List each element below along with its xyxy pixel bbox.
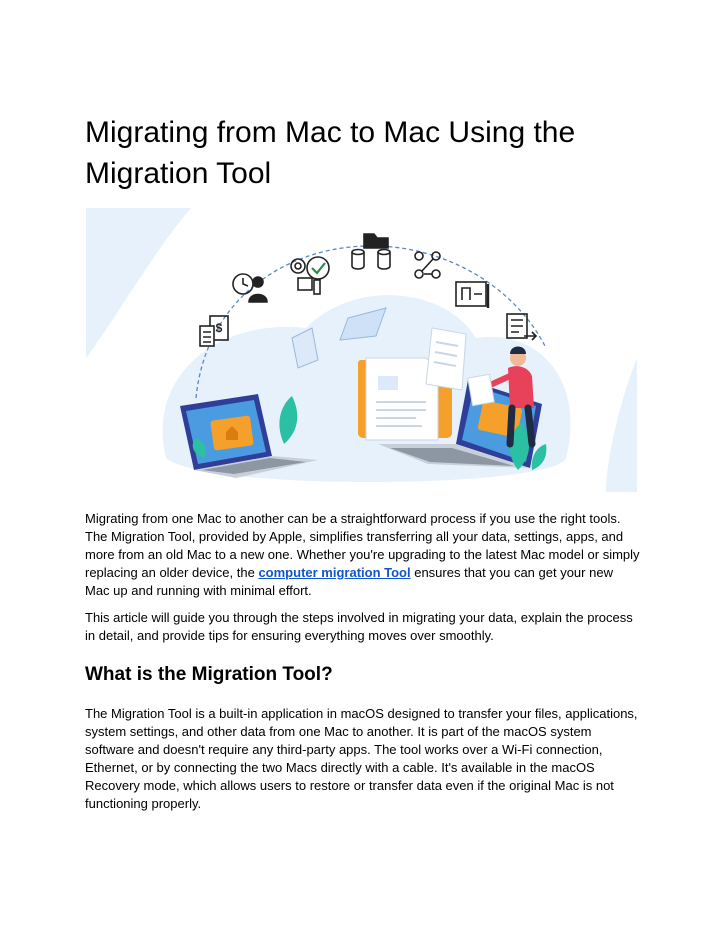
title-line-1: Migrating from Mac to Mac Using the <box>85 116 576 149</box>
svg-text:$: $ <box>215 321 223 335</box>
intro-paragraph <box>85 510 640 600</box>
gear-check-icon <box>291 257 329 294</box>
network-nodes-icon <box>415 252 440 278</box>
section-heading: What is the Migration Tool? <box>85 664 333 685</box>
document-sheet-back <box>426 328 466 390</box>
blueprint-icon <box>456 282 488 308</box>
document-transfer-icon <box>507 314 536 340</box>
folder-server-icon <box>352 234 390 269</box>
computer-migration-tool-link[interactable]: computer migration Tool <box>258 565 411 580</box>
hero-illustration <box>86 208 637 492</box>
guide-paragraph: This article will guide you through the steps involved in migrating your data, explain the process in detail, and provide tips for ensuring everything moves over smoothly. <box>85 610 633 643</box>
intro-text-before-link: Migrating from one Mac to another can be a straightforward process if you use the right tools. The Migration Tool, provided by Apple, simplifies transferring all your data, settings, apps, and more from an old Mac to a new one. Whether you're upgrading to the latest Mac model or simply replacing an older device, the <box>85 511 640 580</box>
page-title <box>85 112 645 194</box>
background-blob-right <box>606 358 637 492</box>
section-paragraph: The Migration Tool is a built-in application in macOS designed to transfer your files, applications, system settings, and other data from one Mac to another. It is part of the macOS system software and doesn't require any third-party apps. The tool works over a Wi-Fi connection, Ethernet, or by connecting the two Macs directly with a cable. It's available in the macOS Recovery mode, which allows users to restore or transfer data even if the original Mac is not functioning properly. <box>85 706 638 811</box>
background-blob-left <box>86 208 191 358</box>
clock-person-icon <box>233 274 267 302</box>
intro-text-after-link: ensures that you can get your new Mac up and running with minimal effort. <box>85 565 613 598</box>
title-line-2: Migration Tool <box>85 157 272 190</box>
